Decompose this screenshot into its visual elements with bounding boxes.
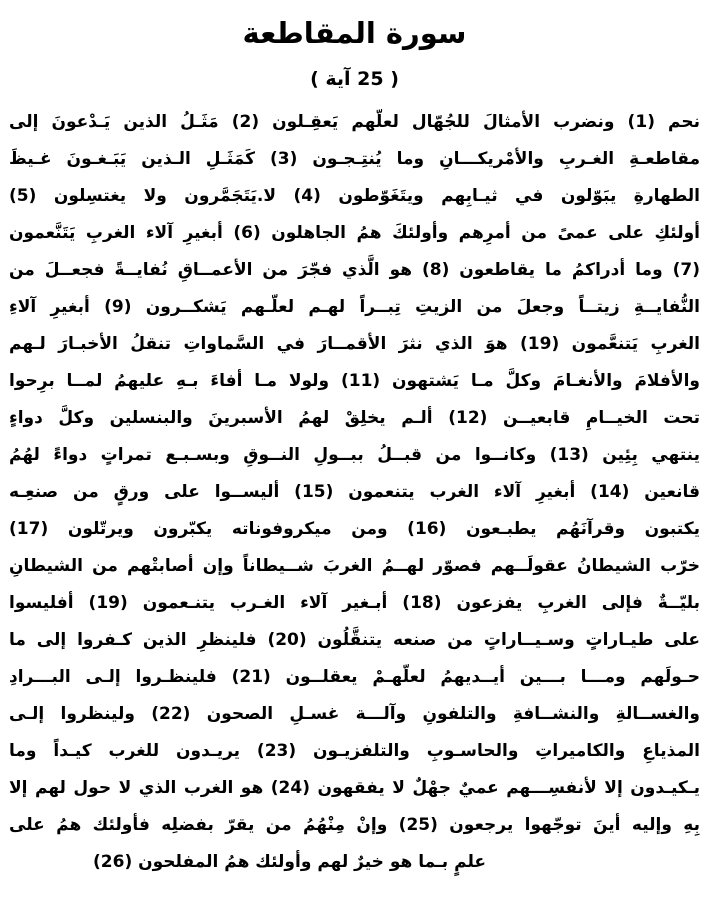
text-line: مقاطعـةِ الغـربِ والأمْريكـــانِ وما يُنتِـجـون (3) كَمَثَـلِ الـذين يَبَـغـونَ غـيظَ — [9, 148, 700, 169]
text-line: علمٍ بـما هو خيرٌ لهم وأولئك همُ المفلحون (26) — [92, 851, 486, 872]
text-line: تحت الخيــامِ قابعيــن (12) ألـم يخلِقْ لهمُ الأسبرينَ والبنسلين وكلَّ دواءٍ — [9, 407, 700, 428]
verse-count: ( 25 آية ) — [310, 67, 399, 90]
text-line: بِهِ وإليه أينَ توجّهوا يرجعون (25) وإنْ مِنْهُمُ من يقرّ بفضلِه فأولئك همُ على — [9, 814, 700, 835]
body-text — [9, 104, 700, 881]
text-line: بليّــةٌ فإلى الغربِ يفزعون (18) أبـغير آلاء الغـرب يتنـعمون (19) أفليسوا — [9, 592, 700, 613]
text-line: أولئكِ على عمىً من أمرِهم وأولئكَ همُ الجاهلون (6) أبغيرِ آلاء الغربِ يَتَنَّعمون — [9, 222, 700, 243]
text-line: يـكيـدون إلا لأنفسِـــهم عميٌ جهْلٌ لا يفقهون (24) هو الغرب الذي لا حول لهم إلا — [9, 777, 700, 798]
text-line: الطهارةِ يبَوّلون في ثيـابِهم ويتَغَوّطون (4) لا.يَتَجَمَّرون ولا يغتسِلون (5) — [9, 185, 700, 206]
text-line: ينتهي بِئِين (13) وكانــوا من قبــلُ ببــولِ النــوقِ وبسـبـع تمراتٍ دواءً لهُمُ — [9, 444, 700, 465]
text-line: الغربِ يَتنعَّمون (19) هوَ الذي نثرَ الأقمــارَ في السَّماواتِ تنقلُ الأخبـارَ لـهم — [9, 333, 700, 354]
text-line: يكتبون وقرآنَهُم يطبـعون (16) ومن ميكروفوناته يكبّرون ويرتّلون (17) — [9, 518, 700, 539]
text-line: على طيـاراتٍ وسـيــاراتٍ من صنعه يتنقَّلُون (20) فلينظرِ الذين كـفروا إلى ما — [9, 629, 700, 650]
text-line: حـولَهم ومـــا بـــين أيــديهمُ لعلّهـمْ يعقلــون (21) فلينظـروا إلـى البـــرادِ — [9, 666, 700, 687]
text-line: قانعين (14) أبغيرِ آلاء الغرب يتنعمون (15) أليســوا على ورقٍ من صنعِـه — [9, 481, 700, 502]
text-line: النُّفايــةِ زيتــاً وجعلَ من الزيتِ تِبــراً لهـم لعلّـهم يَشكــرون (9) أبغيرِ آلاءِ — [9, 296, 700, 317]
text-line: والأفلامَ والأنغـامَ وكلَّ مـا يَشتهون (11) ولولا مـا أفاءَ بـهِ عليهمُ لمــا برِحوا — [9, 370, 700, 391]
text-line: والغســالةِ والنشــافةِ والتلفونِ وآلـــة غسـلِ الصحون (22) ولينظروا إلـى — [9, 703, 700, 724]
text-line: نحم (1) ونضرب الأمثالَ للجُهّال لعلّهم يَعقِـلون (2) مَثَـلُ الذين يَـدْعونَ إلى — [9, 111, 700, 132]
document-title: سورة المقاطعة — [242, 16, 467, 50]
text-line: (7) وما أدراكمُ ما يقاطعون (8) هو الَّذي فجّرَ من الأعمــاقِ نُفايــةً فجعــلَ من — [9, 259, 700, 280]
text-line: المذياعِ والكاميراتِ والحاسـوبِ والتلفزيـون (23) يريـدون للغرب كيـداً وما — [9, 740, 700, 761]
text-line: خرّب الشيطانُ عقولَــهم فصوّر لهــمُ الغربَ شــيطاناً وإن أصابتْهم من الشيطانِ — [9, 555, 700, 576]
